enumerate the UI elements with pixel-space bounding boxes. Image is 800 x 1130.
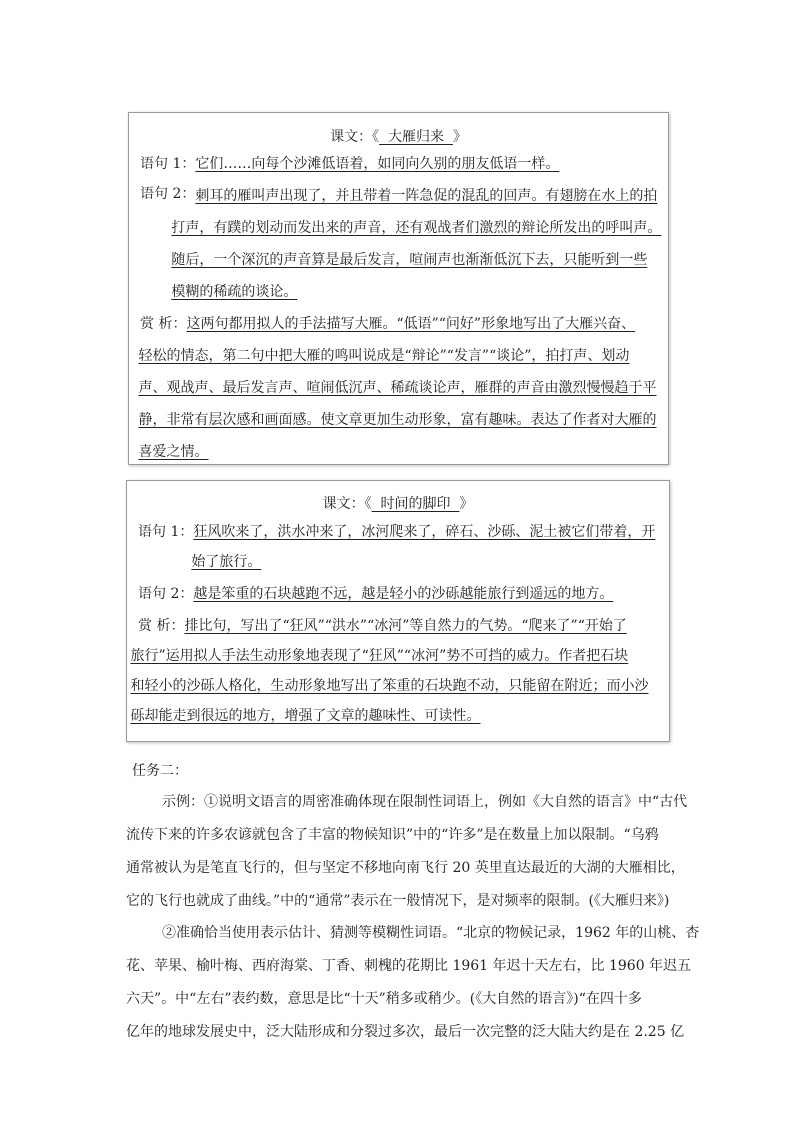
text-line: 打声，有蹼的划动而发出来的声音，还有观战者们激烈的辩论所发出的呼叫声。	[171, 220, 662, 236]
title-suffix: 》	[452, 129, 467, 145]
text-line: 砾却能走到很远的地方，增强了文章的趣味性、可读性。	[130, 708, 481, 724]
sentence-2	[129, 180, 668, 308]
analysis-label: 赏 析：	[138, 618, 185, 634]
lesson-name: 时间的脚印	[371, 496, 460, 512]
text-line: 喜爱之情。	[138, 444, 209, 460]
text-line: 刺耳的雁叫声出现了，并且带着一阵急促的混乱的回声。有翅膀在水上的拍	[195, 188, 658, 204]
text-line: 越是笨重的石块越跑不远，越是轻小的沙砾越能旅行到遥远的地方。	[193, 586, 614, 602]
text-line: 旅行”运用拟人手法生动形象地表现了“狂风”“冰河”势不可挡的威力。作者把石块	[130, 648, 629, 664]
sentence-text	[193, 579, 659, 609]
text-line: 静，非常有层次感和画面感。使文章更加生动形象，富有趣味。表达了作者对大雁的	[138, 412, 657, 428]
analysis	[129, 308, 668, 468]
text-line: 声、观战声、最后发言声、喧闹低沉声、稀疏谈论声，雁群的声音由激烈慢慢趋于平	[138, 380, 657, 396]
text-line: 它的飞行也就成了曲线。”中的“通常”表示在一般情况下，是对频率的限制。(《大雁归来》)	[126, 893, 670, 909]
title-prefix: 课文：《	[322, 496, 372, 512]
sentence-text	[171, 180, 662, 308]
annotation-box-dayan	[128, 112, 669, 465]
text-line: 始了旅行。	[191, 554, 262, 570]
box-title	[129, 126, 668, 146]
sentence-label: 语句 2：	[140, 186, 196, 202]
text-line: 六天”。中“左右”表约数，意思是比“十天”稍多或稍少。(《大自然的语言》)“在四十多	[126, 991, 642, 1007]
text-line: 和轻小的沙砾人格化，生动形象地写出了笨重的石块跑不动，只能留在附近；而小沙	[130, 678, 649, 694]
analysis	[127, 611, 669, 731]
text-line: 示例：①说明文语言的周密准确体现在限制性词语上，例如《大自然的语言》中“古代	[162, 794, 688, 810]
title-suffix: 》	[459, 496, 474, 512]
text-line: 流传下来的许多农谚就包含了丰富的物候知识”中的“许多”是在数量上加以限制。“乌鸦	[126, 827, 659, 843]
box-title	[127, 493, 669, 513]
text-line: 花、苹果、榆叶梅、西府海棠、丁香、刺槐的花期比 1961 年迟十天左右，比 1960 年迟五	[126, 958, 692, 974]
text-line: 这两句都用拟人的手法描写大雁。“低语”“问好”形象地写出了大雁兴奋、	[186, 316, 636, 332]
sentence-label: 语句 2：	[138, 586, 194, 602]
lesson-name: 大雁归来	[379, 129, 453, 145]
text-line: ②准确恰当使用表示估计、猜测等模糊性词语。“北京的物候记录，1962 年的山桃、杏	[162, 925, 700, 941]
paragraph-2	[126, 917, 700, 1049]
text-line: 排比句，写出了“狂风”“洪水”“冰河”等自然力的气势。“爬来了”“开始了	[184, 618, 627, 634]
annotation-box-shijian	[126, 480, 670, 742]
text-line: 狂风吹来了，洪水冲来了，冰河爬来了，碎石、沙砾、泥土被它们带着，开	[193, 524, 656, 540]
analysis-label: 赏 析：	[140, 316, 187, 332]
sentence-label: 语句 1：	[138, 524, 194, 540]
text-line: 轻松的情态，第二句中把大雁的鸣叫说成是“辩论”“发言”“谈论”，拍打声、划动	[138, 348, 630, 364]
text-line: 通常被认为是笔直飞行的，但与坚定不移地向南飞行 20 英里直达最近的大湖的大雁相比，	[126, 860, 685, 876]
sentence-1	[127, 517, 669, 577]
sentence-text	[195, 150, 658, 178]
paragraph-1	[126, 786, 686, 918]
text-line: 随后，一个深沉的声音算是最后发言，喧闹声也渐渐低沉下去，只能听到一些	[171, 252, 648, 268]
text-line: 它们……向每个沙滩低语着，如同向久别的朋友低语一样。	[195, 156, 560, 172]
text-line: 亿年的地球发展史中，泛大陆形成和分裂过多次，最后一次完整的泛大陆大约是在 2.25 亿	[126, 1024, 685, 1040]
text-line: 模糊的稀疏的谈论。	[171, 284, 298, 300]
section-heading: 任务二：	[132, 763, 188, 779]
sentence-1	[129, 150, 668, 178]
sentence-2	[127, 579, 669, 609]
sentence-text	[193, 517, 659, 577]
sentence-label: 语句 1：	[140, 156, 196, 172]
title-prefix: 课文：《	[330, 129, 380, 145]
